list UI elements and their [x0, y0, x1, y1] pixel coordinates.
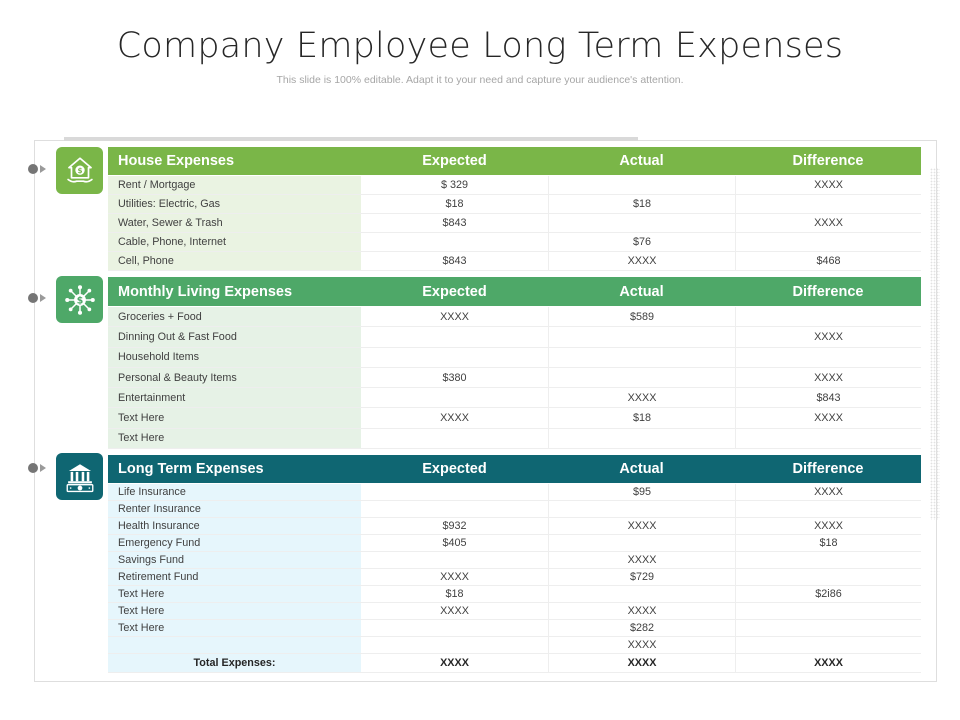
actual-column-header: Actual [619, 461, 664, 477]
expected-cell [361, 348, 548, 367]
expected-column-header: Expected [422, 283, 487, 300]
table-row [108, 429, 921, 449]
row-label: Groceries + Food [108, 307, 361, 326]
long-term-connector-marker [28, 462, 50, 474]
row-label: Life Insurance [108, 484, 361, 500]
expected-cell: XXXX [440, 571, 469, 583]
total-label: Total Expenses: [108, 654, 361, 672]
expected-cell: $18 [445, 588, 464, 600]
row-label: Text Here [108, 586, 361, 602]
slide-title: Company Employee Long Term Expenses [116, 26, 844, 66]
difference-cell: XXXX [735, 368, 921, 387]
house-dollar-icon [63, 154, 97, 188]
row-label: Text Here [108, 408, 361, 427]
difference-cell: $843 [735, 388, 921, 407]
expected-cell: $ 329 [440, 179, 469, 191]
total-expected-cell: XXXX [440, 657, 469, 669]
expected-cell [361, 484, 548, 500]
row-label: Utilities: Electric, Gas [108, 195, 361, 213]
difference-cell [735, 620, 921, 636]
row-label: Emergency Fund [108, 535, 361, 551]
table-row [108, 484, 921, 501]
table-row [108, 408, 921, 428]
table-row [108, 535, 921, 552]
difference-cell [735, 348, 921, 367]
row-label: Personal & Beauty Items [108, 368, 361, 387]
long-term-expenses-table [108, 484, 921, 673]
expected-column-header: Expected [422, 153, 487, 169]
difference-cell: XXXX [735, 176, 921, 194]
expected-cell [361, 233, 548, 251]
expected-cell: $843 [442, 255, 467, 267]
svg-text:$: $ [76, 165, 83, 175]
actual-cell: $18 [548, 195, 735, 213]
top-accent-bar [64, 137, 638, 141]
actual-cell: $729 [548, 569, 735, 585]
difference-cell: XXXX [735, 518, 921, 534]
actual-cell: XXXX [548, 252, 735, 270]
actual-cell: XXXX [548, 603, 735, 619]
actual-cell [548, 586, 735, 602]
actual-cell: $18 [548, 408, 735, 427]
difference-cell: XXXX [735, 214, 921, 232]
table-row [108, 195, 921, 214]
table-row [108, 388, 921, 408]
table-row [108, 501, 921, 518]
row-label: Savings Fund [108, 552, 361, 568]
house-expenses-table [108, 176, 921, 271]
table-row [108, 252, 921, 271]
difference-cell: XXXX [735, 484, 921, 500]
actual-cell: XXXX [548, 518, 735, 534]
money-network-icon [63, 283, 97, 317]
total-row [108, 654, 921, 673]
difference-cell [735, 429, 921, 448]
difference-cell [735, 501, 921, 517]
actual-cell [548, 176, 735, 194]
total-difference-cell: XXXX [735, 654, 921, 672]
difference-column-header: Difference [792, 461, 864, 477]
long-term-icon-box [56, 453, 103, 500]
table-row [108, 176, 921, 195]
difference-cell: XXXX [735, 327, 921, 346]
house-icon-box [56, 147, 103, 194]
total-actual-cell: XXXX [548, 654, 735, 672]
row-label: Text Here [108, 620, 361, 636]
row-label: Text Here [108, 603, 361, 619]
actual-cell: $76 [548, 233, 735, 251]
expected-cell [361, 637, 548, 653]
row-label: Dinning Out & Fast Food [108, 327, 361, 346]
actual-cell [548, 348, 735, 367]
row-label: Water, Sewer & Trash [108, 214, 361, 232]
house-connector-marker [28, 163, 50, 175]
row-label: Renter Insurance [108, 501, 361, 517]
actual-cell [548, 429, 735, 448]
table-row [108, 569, 921, 586]
expected-cell [361, 388, 548, 407]
expected-cell: $18 [445, 198, 464, 210]
expected-cell [361, 327, 548, 346]
slide-subtitle: This slide is 100% editable. Adapt it to your need and capture your audience's attention. [276, 74, 684, 86]
table-row [108, 368, 921, 388]
difference-cell [735, 233, 921, 251]
bank-money-icon [63, 460, 97, 494]
row-label: Rent / Mortgage [108, 176, 361, 194]
actual-cell: $282 [548, 620, 735, 636]
actual-column-header: Actual [619, 283, 664, 300]
row-label: Cable, Phone, Internet [108, 233, 361, 251]
table-row [108, 620, 921, 637]
row-label [108, 637, 361, 653]
table-row [108, 518, 921, 535]
difference-cell [735, 195, 921, 213]
expected-column-header: Expected [422, 461, 487, 477]
actual-cell: XXXX [548, 388, 735, 407]
table-row [108, 307, 921, 327]
actual-cell: $589 [548, 307, 735, 326]
svg-text:$: $ [76, 294, 83, 306]
section-title: Long Term Expenses [118, 461, 264, 477]
expected-cell: XXXX [440, 605, 469, 617]
row-label: Retirement Fund [108, 569, 361, 585]
difference-column-header: Difference [792, 283, 864, 300]
expected-cell: XXXX [440, 310, 469, 323]
table-row [108, 327, 921, 347]
expected-cell [361, 429, 548, 448]
monthly-living-expenses-table [108, 307, 921, 449]
expected-cell: $380 [442, 371, 467, 384]
expected-cell: $405 [442, 537, 467, 549]
table-row [108, 552, 921, 569]
actual-cell [548, 501, 735, 517]
row-label: Cell, Phone [108, 252, 361, 270]
difference-column-header: Difference [792, 153, 864, 169]
actual-cell: XXXX [548, 552, 735, 568]
expected-cell [361, 501, 548, 517]
actual-cell [548, 535, 735, 551]
actual-column-header: Actual [619, 153, 664, 169]
expected-cell: $932 [442, 520, 467, 532]
house-expenses-header [108, 147, 921, 175]
section-title: Monthly Living Expenses [118, 283, 293, 300]
table-row [108, 586, 921, 603]
difference-cell [735, 603, 921, 619]
actual-cell: $95 [548, 484, 735, 500]
difference-cell: $2i86 [735, 586, 921, 602]
dotted-edge-decoration [930, 168, 940, 520]
difference-cell: $468 [735, 252, 921, 270]
monthly-living-expenses-header [108, 277, 921, 306]
difference-cell: XXXX [735, 408, 921, 427]
expected-cell [361, 552, 548, 568]
row-label: Entertainment [108, 388, 361, 407]
actual-cell [548, 327, 735, 346]
monthly-icon-box [56, 276, 103, 323]
monthly-connector-marker [28, 292, 50, 304]
table-row [108, 233, 921, 252]
row-label: Text Here [108, 429, 361, 448]
actual-cell [548, 368, 735, 387]
section-title: House Expenses [118, 153, 235, 169]
table-row [108, 603, 921, 620]
table-row [108, 214, 921, 233]
actual-cell [548, 214, 735, 232]
row-label: Health Insurance [108, 518, 361, 534]
difference-cell [735, 307, 921, 326]
actual-cell: XXXX [548, 637, 735, 653]
table-row [108, 348, 921, 368]
row-label: Household Items [108, 348, 361, 367]
difference-cell [735, 569, 921, 585]
difference-cell [735, 552, 921, 568]
difference-cell: $18 [735, 535, 921, 551]
expected-cell [361, 620, 548, 636]
expected-cell: XXXX [440, 412, 469, 425]
difference-cell [735, 637, 921, 653]
expected-cell: $843 [442, 217, 467, 229]
long-term-expenses-header [108, 455, 921, 483]
table-row [108, 637, 921, 654]
